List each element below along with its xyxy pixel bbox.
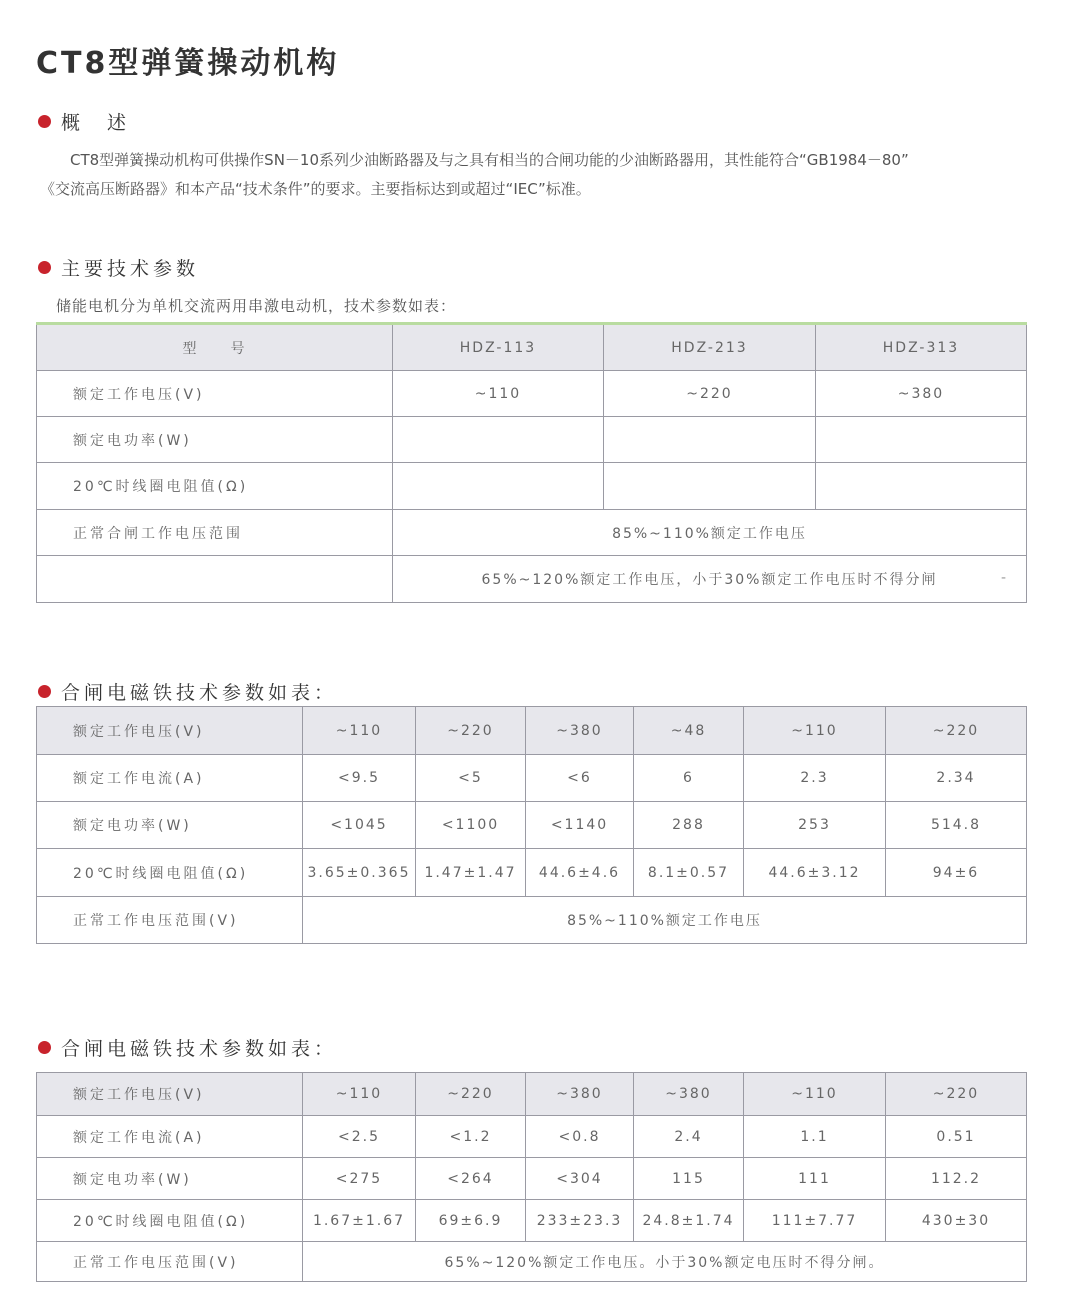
table-row bbox=[37, 1242, 1027, 1282]
bullet-icon bbox=[38, 685, 51, 698]
table-cell: <2.5 bbox=[303, 1116, 416, 1158]
table-cell: <6 bbox=[526, 755, 634, 802]
table-header-row bbox=[37, 324, 1027, 371]
header-cell-label: 额定工作电压(V) bbox=[37, 1073, 303, 1116]
table-cell: <304 bbox=[526, 1158, 634, 1200]
row-label: 20℃时线圈电阻值(Ω) bbox=[37, 463, 393, 510]
header-cell: ~380 bbox=[526, 1073, 634, 1116]
range-value: 85%~110%额定工作电压 bbox=[303, 897, 1027, 944]
main-params-note: 储能电机分为单机交流两用串激电动机，技术参数如表： bbox=[56, 297, 457, 315]
table-cell: <5 bbox=[416, 755, 526, 802]
section-overview-heading bbox=[38, 108, 130, 135]
table-cell: ~220 bbox=[604, 371, 816, 417]
table-row bbox=[37, 556, 1027, 603]
table-row bbox=[37, 1158, 1027, 1200]
main-params-heading-text: 主要技术参数 bbox=[61, 258, 200, 280]
row-label: 正常合闸工作电压范围 bbox=[37, 510, 393, 556]
header-cell-label: 型 号 bbox=[37, 324, 393, 371]
table-cell bbox=[604, 417, 816, 463]
table-cell: 2.4 bbox=[634, 1116, 744, 1158]
range-value: 85%~110%额定工作电压 bbox=[393, 510, 1027, 556]
table-cell: <1100 bbox=[416, 802, 526, 849]
header-cell: ~380 bbox=[526, 707, 634, 755]
row-label: 额定电功率(W) bbox=[37, 1158, 303, 1200]
extra-value-text: 65%~120%额定工作电压，小于30%额定工作电压时不得分闸 bbox=[481, 572, 938, 588]
table-cell: 24.8±1.74 bbox=[634, 1200, 744, 1242]
table-cell: 115 bbox=[634, 1158, 744, 1200]
table-cell: 44.6±4.6 bbox=[526, 849, 634, 897]
table-row bbox=[37, 1116, 1027, 1158]
coil-table-1 bbox=[36, 706, 1027, 944]
row-label: 额定电功率(W) bbox=[37, 417, 393, 463]
table-cell: 111±7.77 bbox=[744, 1200, 886, 1242]
overview-heading-text: 概 述 bbox=[61, 112, 131, 134]
table-cell: <1.2 bbox=[416, 1116, 526, 1158]
row-label: 额定工作电压(V) bbox=[37, 371, 393, 417]
table-row bbox=[37, 1200, 1027, 1242]
table-cell: 44.6±3.12 bbox=[744, 849, 886, 897]
table-cell: 0.51 bbox=[886, 1116, 1027, 1158]
table-row bbox=[37, 463, 1027, 510]
table-cell: 8.1±0.57 bbox=[634, 849, 744, 897]
header-cell: ~380 bbox=[634, 1073, 744, 1116]
header-cell: HDZ-113 bbox=[393, 324, 604, 371]
header-cell: ~220 bbox=[886, 707, 1027, 755]
table-cell bbox=[393, 463, 604, 510]
table-cell: 2.3 bbox=[744, 755, 886, 802]
table-row bbox=[37, 849, 1027, 897]
header-cell: ~110 bbox=[303, 707, 416, 755]
table-row bbox=[37, 510, 1027, 556]
table-cell: 1.1 bbox=[744, 1116, 886, 1158]
table-cell: ~380 bbox=[816, 371, 1027, 417]
overview-line-1: CT8型弹簧操动机构可供操作SN－10系列少油断路器及与之具有相当的合闸功能的少油断路器用，其性能符合“GB1984－80” bbox=[70, 151, 909, 169]
table-cell: 112.2 bbox=[886, 1158, 1027, 1200]
table-cell bbox=[604, 463, 816, 510]
table-cell: <0.8 bbox=[526, 1116, 634, 1158]
table-cell bbox=[393, 417, 604, 463]
table-cell: <275 bbox=[303, 1158, 416, 1200]
table-row bbox=[37, 897, 1027, 944]
table-cell: <9.5 bbox=[303, 755, 416, 802]
table-header-row bbox=[37, 707, 1027, 755]
table-cell bbox=[816, 463, 1027, 510]
header-cell: HDZ-213 bbox=[604, 324, 816, 371]
table-cell: 288 bbox=[634, 802, 744, 849]
table-cell: 69±6.9 bbox=[416, 1200, 526, 1242]
coil-2-heading-text: 合闸电磁铁技术参数如表： bbox=[61, 1038, 338, 1060]
table-header-row bbox=[37, 1073, 1027, 1116]
row-label: 额定工作电流(A) bbox=[37, 755, 303, 802]
table-cell: 1.47±1.47 bbox=[416, 849, 526, 897]
header-cell: ~48 bbox=[634, 707, 744, 755]
bullet-icon bbox=[38, 115, 51, 128]
overview-line-2: 《交流高压断路器》和本产品“技术条件”的要求。主要指标达到或超过“IEC”标准。 bbox=[40, 180, 591, 198]
section-main-params-heading bbox=[38, 254, 199, 281]
row-label bbox=[37, 556, 393, 603]
main-params-table bbox=[36, 322, 1027, 603]
header-cell: ~110 bbox=[303, 1073, 416, 1116]
section-coil-2-heading bbox=[38, 1034, 337, 1061]
table-row bbox=[37, 417, 1027, 463]
header-cell: ~220 bbox=[416, 1073, 526, 1116]
header-cell: HDZ-313 bbox=[816, 324, 1027, 371]
table-cell: ~110 bbox=[393, 371, 604, 417]
extra-mark: - bbox=[1000, 570, 1008, 586]
table-row bbox=[37, 802, 1027, 849]
table-cell: 514.8 bbox=[886, 802, 1027, 849]
header-cell: ~110 bbox=[744, 707, 886, 755]
table-cell: 3.65±0.365 bbox=[303, 849, 416, 897]
table-cell: <264 bbox=[416, 1158, 526, 1200]
table-cell: <1045 bbox=[303, 802, 416, 849]
row-label: 正常工作电压范围(V) bbox=[37, 897, 303, 944]
row-label: 额定工作电流(A) bbox=[37, 1116, 303, 1158]
row-label: 20℃时线圈电阻值(Ω) bbox=[37, 849, 303, 897]
table-cell: 233±23.3 bbox=[526, 1200, 634, 1242]
row-label: 正常工作电压范围(V) bbox=[37, 1242, 303, 1282]
extra-value bbox=[393, 556, 1027, 603]
row-label: 额定电功率(W) bbox=[37, 802, 303, 849]
bullet-icon bbox=[38, 261, 51, 274]
table-cell: 253 bbox=[744, 802, 886, 849]
header-cell: ~220 bbox=[886, 1073, 1027, 1116]
header-cell: ~220 bbox=[416, 707, 526, 755]
range-value: 65%~120%额定工作电压。小于30%额定电压时不得分闸。 bbox=[303, 1242, 1027, 1282]
table-cell: 111 bbox=[744, 1158, 886, 1200]
header-cell-label: 额定工作电压(V) bbox=[37, 707, 303, 755]
table-row bbox=[37, 371, 1027, 417]
row-label: 20℃时线圈电阻值(Ω) bbox=[37, 1200, 303, 1242]
table-cell: 2.34 bbox=[886, 755, 1027, 802]
coil-table-2 bbox=[36, 1072, 1027, 1282]
table-cell: 1.67±1.67 bbox=[303, 1200, 416, 1242]
section-coil-1-heading bbox=[38, 678, 337, 705]
table-cell: <1140 bbox=[526, 802, 634, 849]
bullet-icon bbox=[38, 1041, 51, 1054]
table-row bbox=[37, 755, 1027, 802]
header-cell: ~110 bbox=[744, 1073, 886, 1116]
table-cell bbox=[816, 417, 1027, 463]
coil-1-heading-text: 合闸电磁铁技术参数如表： bbox=[61, 682, 338, 704]
table-cell: 6 bbox=[634, 755, 744, 802]
table-cell: 94±6 bbox=[886, 849, 1027, 897]
page-title: CT8型弹簧操动机构 bbox=[36, 46, 340, 81]
table-cell: 430±30 bbox=[886, 1200, 1027, 1242]
